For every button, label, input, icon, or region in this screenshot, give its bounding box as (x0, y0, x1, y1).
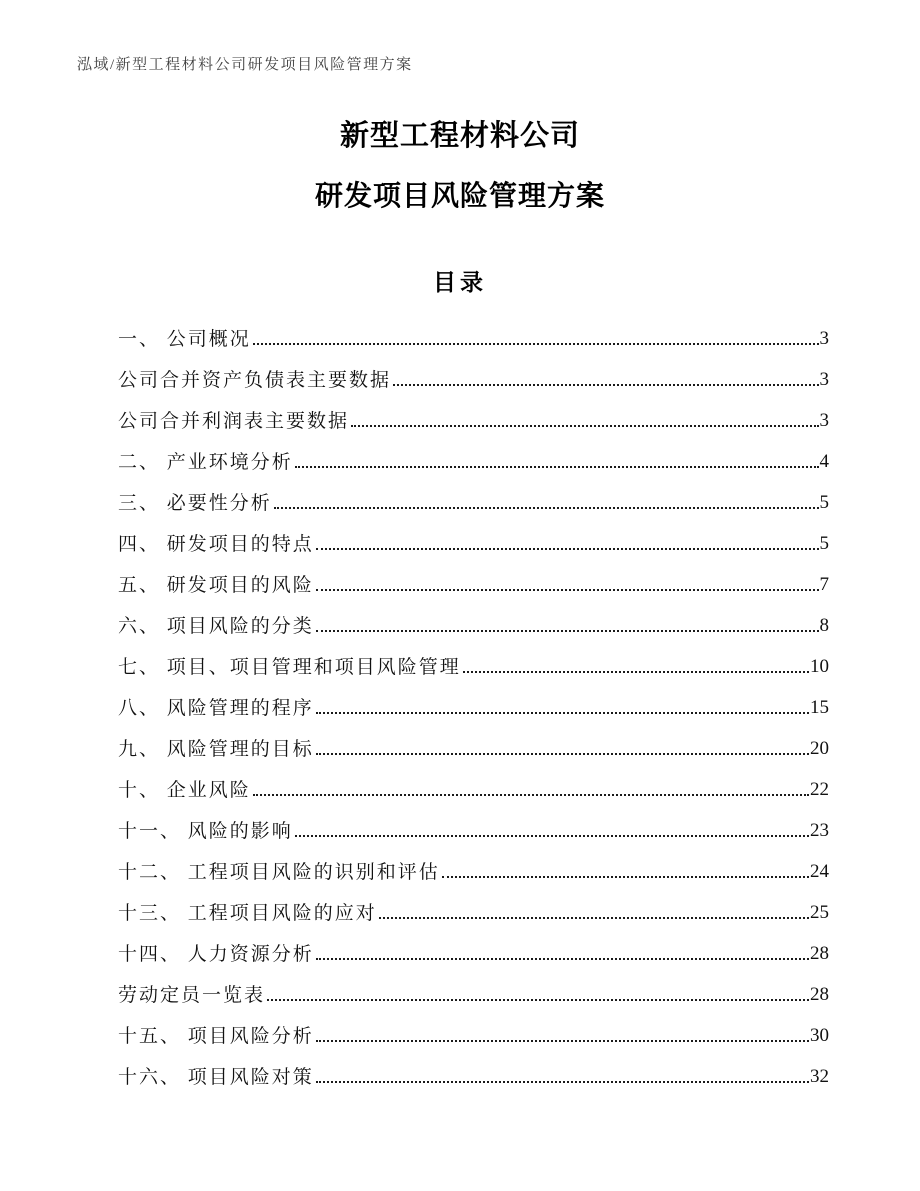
toc-leader-dots (316, 589, 819, 591)
toc-entry-label: 二、 产业环境分析 (118, 452, 293, 473)
toc-leader-dots (267, 999, 809, 1001)
toc-entry[interactable] (118, 727, 829, 768)
toc-entry-page: 22 (810, 778, 829, 800)
toc-leader-dots (316, 958, 809, 960)
toc-entry-page: 23 (810, 819, 829, 841)
toc-entry-label: 劳动定员一览表 (118, 985, 266, 1006)
toc-entry-label: 十、 企业风险 (118, 780, 251, 801)
toc-entry-label: 五、 研发项目的风险 (118, 575, 314, 596)
toc-leader-dots (316, 630, 819, 632)
toc-entry-page: 28 (810, 942, 829, 964)
toc-leader-dots (393, 384, 818, 386)
toc-leader-dots (253, 794, 809, 796)
toc-entry-page: 25 (810, 901, 829, 923)
toc-leader-dots (463, 671, 809, 673)
toc-entry[interactable] (118, 522, 829, 563)
toc-leader-dots (316, 1081, 809, 1083)
toc-entry[interactable] (118, 1014, 829, 1055)
toc-list (118, 317, 829, 1096)
toc-entry[interactable] (118, 850, 829, 891)
toc-entry-label: 一、 公司概况 (118, 329, 251, 350)
toc-entry[interactable] (118, 645, 829, 686)
toc-entry-label: 七、 项目、项目管理和项目风险管理 (118, 657, 461, 678)
toc-entry-label: 六、 项目风险的分类 (118, 616, 314, 637)
toc-entry[interactable] (118, 973, 829, 1014)
toc-entry-page: 30 (810, 1024, 829, 1046)
toc-entry[interactable] (118, 481, 829, 522)
toc-entry[interactable] (118, 358, 829, 399)
toc-entry-page: 3 (819, 409, 829, 431)
toc-entry-page: 5 (819, 532, 829, 554)
toc-leader-dots (253, 343, 819, 345)
document-title-line1: 新型工程材料公司 (339, 120, 580, 152)
toc-leader-dots (351, 425, 818, 427)
toc-entry[interactable] (118, 932, 829, 973)
toc-entry-label: 九、 风险管理的目标 (118, 739, 314, 760)
toc-entry[interactable] (118, 563, 829, 604)
toc-entry-page: 5 (819, 491, 829, 513)
toc-leader-dots (442, 876, 809, 878)
toc-entry-label: 十四、 人力资源分析 (118, 944, 314, 965)
toc-leader-dots (316, 712, 809, 714)
toc-entry-page: 20 (810, 737, 829, 759)
toc-entry-label: 十六、 项目风险对策 (118, 1067, 314, 1088)
toc-entry-label: 四、 研发项目的特点 (118, 534, 314, 555)
toc-entry-label: 十二、 工程项目风险的识别和评估 (118, 862, 440, 883)
toc-entry-page: 4 (819, 450, 829, 472)
toc-heading: 目录 (433, 270, 487, 296)
toc-leader-dots (316, 753, 809, 755)
toc-entry[interactable] (118, 809, 829, 850)
toc-entry-page: 24 (810, 860, 829, 882)
toc-entry-label: 三、 必要性分析 (118, 493, 272, 514)
toc-entry-label: 十五、 项目风险分析 (118, 1026, 314, 1047)
page-header: 泓域/新型工程材料公司研发项目风险管理方案 (77, 57, 413, 73)
toc-entry-label: 公司合并资产负债表主要数据 (118, 370, 392, 391)
toc-entry[interactable] (118, 686, 829, 727)
toc-leader-dots (316, 1040, 809, 1042)
toc-leader-dots (295, 835, 809, 837)
toc-entry-label: 八、 风险管理的程序 (118, 698, 314, 719)
toc-entry-label: 十一、 风险的影响 (118, 821, 293, 842)
toc-leader-dots (379, 917, 809, 919)
toc-leader-dots (274, 507, 819, 509)
toc-entry[interactable] (118, 604, 829, 645)
toc-entry-page: 32 (810, 1065, 829, 1087)
toc-entry-label: 公司合并利润表主要数据 (118, 411, 350, 432)
toc-leader-dots (316, 548, 819, 550)
toc-entry[interactable] (118, 891, 829, 932)
document-title-line2: 研发项目风险管理方案 (314, 179, 605, 211)
toc-entry[interactable] (118, 1055, 829, 1096)
toc-entry-page: 8 (819, 614, 829, 636)
toc-entry[interactable] (118, 317, 829, 358)
toc-entry-page: 3 (819, 327, 829, 349)
toc-entry-page: 3 (819, 368, 829, 390)
toc-entry-page: 28 (810, 983, 829, 1005)
toc-leader-dots (295, 466, 819, 468)
toc-entry[interactable] (118, 440, 829, 481)
toc-entry[interactable] (118, 399, 829, 440)
toc-entry-label: 十三、 工程项目风险的应对 (118, 903, 377, 924)
toc-entry-page: 15 (810, 696, 829, 718)
toc-entry-page: 10 (810, 655, 829, 677)
toc-entry[interactable] (118, 768, 829, 809)
toc-entry-page: 7 (819, 573, 829, 595)
